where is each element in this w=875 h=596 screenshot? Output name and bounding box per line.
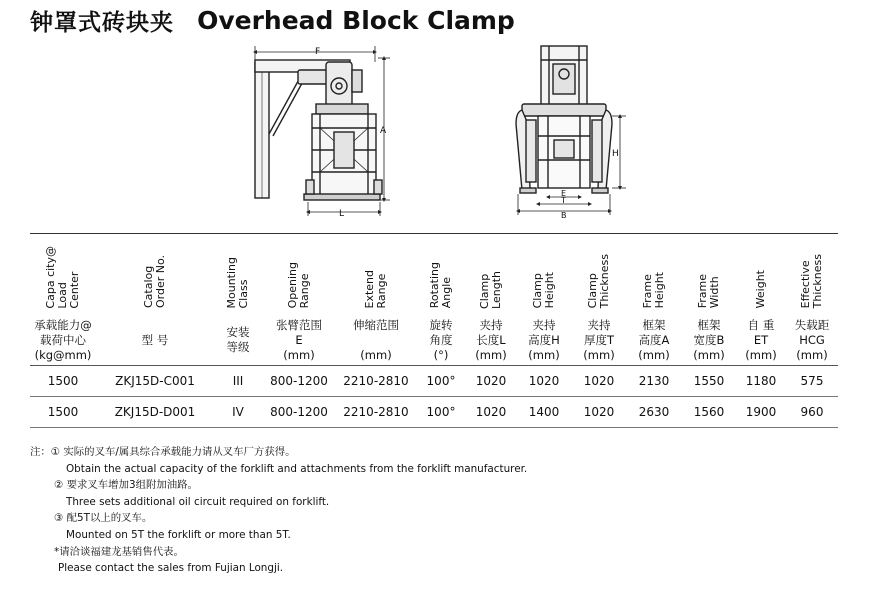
- table-cell: 2210-2810: [336, 366, 416, 397]
- front-view-drawing: [516, 46, 612, 193]
- table-cell: 800-1200: [262, 397, 336, 428]
- title-chinese: 钟罩式砖块夹: [30, 10, 174, 36]
- col-header-rotating: Rotating Angle: [416, 234, 466, 316]
- note-4-cn: *请洽谈福建龙基销售代表。: [54, 545, 184, 558]
- dim-label-t: T: [561, 196, 566, 205]
- col-header-cn: 夹持 长度L (mm): [466, 316, 516, 366]
- col-header-cn: 自 重 ET (mm): [736, 316, 786, 366]
- table-cell: 1900: [736, 397, 786, 428]
- notes-section: [30, 444, 850, 577]
- col-header-mounting: Mounting Class: [214, 234, 262, 316]
- table-cell: 575: [786, 366, 838, 397]
- table-cell: 1020: [466, 397, 516, 428]
- col-header-cn: 安装 等级: [214, 316, 262, 366]
- table-cell: 2210-2810: [336, 397, 416, 428]
- col-header-effective-thickness: Effective Thickness: [786, 234, 838, 316]
- note-2-cn: ② 要求叉车增加3组附加油路。: [54, 479, 198, 492]
- table-cell: 1500: [30, 366, 96, 397]
- col-header-cn: 框架 宽度B (mm): [682, 316, 736, 366]
- dim-label-e: E: [561, 189, 567, 198]
- table-cell: 1180: [736, 366, 786, 397]
- col-header-clamp-thickness: Clamp Thickness: [572, 234, 626, 316]
- table-cell: 960: [786, 397, 838, 428]
- col-header-frame-height: Frame Height: [626, 234, 682, 316]
- note-1-cn: [30, 444, 850, 461]
- table-cell: 1400: [516, 397, 572, 428]
- dim-label-b: B: [561, 211, 567, 220]
- table-cell: 1550: [682, 366, 736, 397]
- table-row: [30, 366, 838, 397]
- page-title: [30, 4, 515, 38]
- col-header-opening: Opening Range: [262, 234, 336, 316]
- col-header-cn: 型 号: [96, 316, 214, 366]
- dim-label-f: F: [315, 47, 321, 57]
- table-cell: 1020: [516, 366, 572, 397]
- note-4-en: Please contact the sales from Fujian Longji.: [58, 562, 284, 575]
- col-header-cn: 承载能力@ 载荷中心 (kg@mm): [30, 316, 96, 366]
- dim-label-h: H: [612, 149, 619, 159]
- technical-drawings: [0, 38, 875, 224]
- table-cell: 1020: [466, 366, 516, 397]
- col-header-cn: 夹持 厚度T (mm): [572, 316, 626, 366]
- spec-table: [30, 233, 838, 428]
- dim-label-a: A: [380, 126, 387, 136]
- table-cell: 800-1200: [262, 366, 336, 397]
- col-header-cn: 夹持 高度H (mm): [516, 316, 572, 366]
- note-3-en: Mounted on 5T the forklift or more than 5T.: [66, 528, 291, 541]
- col-header-cn: 失载距 HCG (mm): [786, 316, 838, 366]
- dim-label-l: L: [339, 209, 345, 219]
- col-header-capacity: Capa city@ Load Center: [30, 234, 96, 316]
- note-3-cn: ③ 配5T以上的叉车。: [54, 512, 153, 525]
- table-cell: 1020: [572, 397, 626, 428]
- table-cell: 1020: [572, 366, 626, 397]
- note-2-en: Three sets additional oil circuit required on forklift.: [66, 495, 330, 508]
- note-text: ① 实际的叉车/属具综合承载能力请从叉车厂方获得。: [50, 446, 296, 458]
- table-cell: 2630: [626, 397, 682, 428]
- col-header-catalog: Catalog Order No.: [96, 234, 214, 316]
- table-cell: ZKJ15D-D001: [96, 397, 214, 428]
- col-header-clamp-length: Clamp Length: [466, 234, 516, 316]
- table-cell: 100°: [416, 397, 466, 428]
- col-header-cn: 框架 高度A (mm): [626, 316, 682, 366]
- col-header-cn: 旋转 角度 (°): [416, 316, 466, 366]
- col-header-extend: Extend Range: [336, 234, 416, 316]
- note-1-en: Obtain the actual capacity of the forklift and attachments from the forklift manufacturer.: [66, 462, 528, 475]
- table-row: [30, 397, 838, 428]
- table-cell: 1560: [682, 397, 736, 428]
- table-cell: 1500: [30, 397, 96, 428]
- col-header-frame-width: Frame Width: [682, 234, 736, 316]
- header-row-chinese: [30, 316, 838, 366]
- table-cell: 100°: [416, 366, 466, 397]
- header-row-english: [30, 234, 838, 316]
- side-view-drawing: [255, 60, 382, 200]
- notes-prefix: 注：: [30, 446, 51, 458]
- col-header-weight: Weight: [736, 234, 786, 316]
- title-english: Overhead Block Clamp: [197, 6, 515, 35]
- table-cell: ZKJ15D-C001: [96, 366, 214, 397]
- col-header-clamp-height: Clamp Height: [516, 234, 572, 316]
- table-cell: IV: [214, 397, 262, 428]
- col-header-cn: 伸缩范围 (mm): [336, 316, 416, 366]
- table-cell: III: [214, 366, 262, 397]
- col-header-cn: 张臂范围 E (mm): [262, 316, 336, 366]
- table-cell: 2130: [626, 366, 682, 397]
